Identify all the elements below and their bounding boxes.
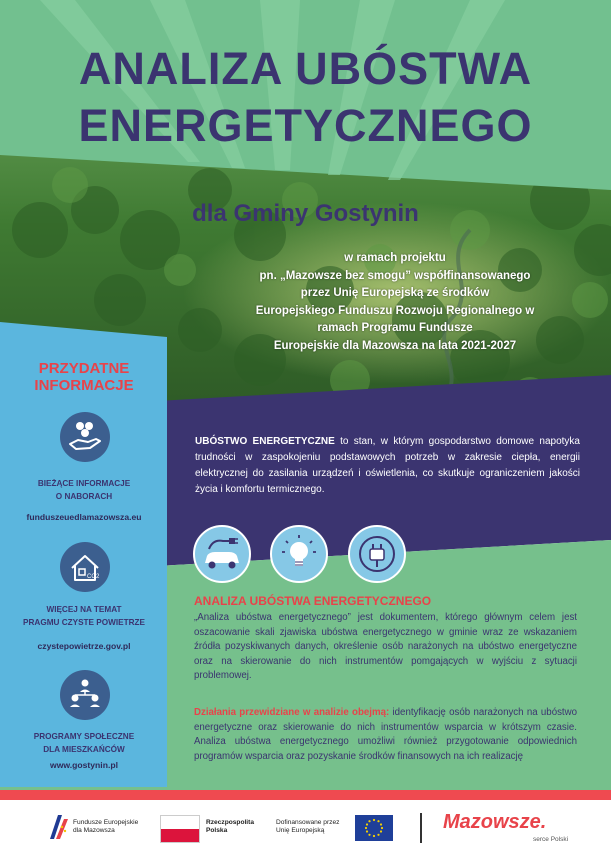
footer-rp-text: [206, 819, 254, 835]
project-line: pn. „Mazowsze bez smogu” współfinansowanego: [259, 269, 531, 282]
sidebar-label-line: PROGRAMY SPOŁECZNE: [33, 732, 135, 741]
analysis-body: „Analiza ubóstwa energetycznego” jest dokumentem, którego głównym celem jest oszacowanie skali zjawiska ubóstwa energetycznego w gminie wraz ze wskazaniem źródła pozyskiwanych danych, określenie osób narażonych na ubóstwo energetyczne oraz na skierowanie do nich instrumentów pomgających w wyjściu z sytuacji problemowej.: [194, 612, 577, 681]
sidebar-heading-line: PRZYDATNE: [38, 360, 130, 377]
poland-flag-icon: [160, 815, 200, 843]
sidebar-label-line: O NABORACH: [55, 491, 113, 501]
mazowsze-logo: Mazowsze.: [443, 811, 547, 833]
sidebar-label-line: DLA MIESZKAŃCÓW: [43, 744, 125, 754]
analysis-actions: [194, 706, 577, 764]
sidebar-item-label: [8, 731, 160, 756]
sidebar-link-funduszeue[interactable]: funduszeuedlamazowsza.eu: [26, 512, 142, 522]
footer-fe-text: [73, 819, 138, 835]
sidebar-heading-line: INFORMACJE: [34, 377, 134, 394]
sidebar-link-gostynin[interactable]: www.gostynin.pl: [50, 760, 118, 770]
title-line-2: ENERGETYCZNEGO: [78, 100, 533, 151]
people-network-icon: [60, 670, 110, 720]
sidebar-item-label: [8, 604, 160, 629]
footer-text-line: Polska: [206, 827, 228, 834]
svg-text:CO2: CO2: [87, 574, 100, 580]
footer-text-line: Fundusze Europejskie: [73, 819, 139, 826]
footer-divider: [420, 813, 422, 843]
fe-logo-icon: [48, 813, 70, 841]
footer-text-line: Unię Europejską: [276, 827, 325, 834]
project-line: przez Unię Europejską ze środków: [300, 287, 490, 300]
footer-accent-band: [0, 790, 611, 800]
footer-ue-text: [276, 819, 339, 835]
footer-text-line: Rzeczpospolita: [206, 819, 254, 826]
actions-heading: Działania przewidziane w analizie obejmą:: [194, 707, 390, 718]
power-plug-icon: [348, 525, 406, 583]
actions-text: identyfikację osób narażonych na ubóstwo energetyczne oraz skierowanie do nich instrumentów wsparcia w krótszym czasie. Analiza ubóstwa energetycznego umożliwi również przygotowanie odpowiednich programów wsparcia oraz pozyskanie środków finansowych na ich realizację: [194, 707, 577, 762]
analysis-title: ANALIZA UBÓSTWA ENERGETYCZNEGO: [194, 594, 432, 608]
definition-term: UBÓSTWO ENERGETYCZNE: [195, 436, 335, 447]
definition-paragraph: [195, 434, 580, 498]
mazowsze-tagline: serce Polski: [533, 836, 569, 843]
eu-flag-icon: [355, 815, 393, 841]
subtitle: dla Gminy Gostynin: [192, 200, 419, 227]
light-bulb-icon: [270, 525, 328, 583]
project-line: Europejskiego Funduszu Rozwoju Regionalnego w: [255, 304, 535, 317]
sidebar-link-czystepowietrze[interactable]: czystepowietrze.gov.pl: [37, 641, 131, 651]
house-co2-icon: [60, 542, 110, 592]
sidebar-item-label: [8, 478, 160, 503]
sidebar-heading: [14, 360, 154, 394]
footer-text-line: Dofinansowane przez: [276, 819, 340, 826]
sidebar-label-line: PRAGMU CZYSTE POWIETRZE: [23, 617, 145, 627]
project-line: w ramach projektu: [344, 252, 446, 264]
definition-text: to stan, w którym gospodarstwo domowe napotyka trudności w zaspokojeniu podstawowych potrzeb w zakresie ciepła, energii elektrycznej do zasilania urządzeń i oświetlenia, co skutkuje ograniczeniem jakości życia i komfortu termicznego.: [195, 436, 580, 495]
electric-car-icon: [193, 525, 251, 583]
sidebar-label-line: BIEŻĄCE INFORMACJE: [37, 479, 131, 488]
project-line: ramach Programu Fundusze: [317, 322, 473, 335]
project-line: Europejskie dla Mazowsza na lata 2021-2027: [273, 339, 517, 352]
title-line-1: ANALIZA UBÓSTWA: [78, 43, 533, 94]
sidebar-label-line: WIĘCEJ NA TEMAT: [46, 605, 122, 614]
hand-coins-icon: [60, 412, 110, 462]
footer-text-line: dla Mazowsza: [73, 827, 115, 834]
